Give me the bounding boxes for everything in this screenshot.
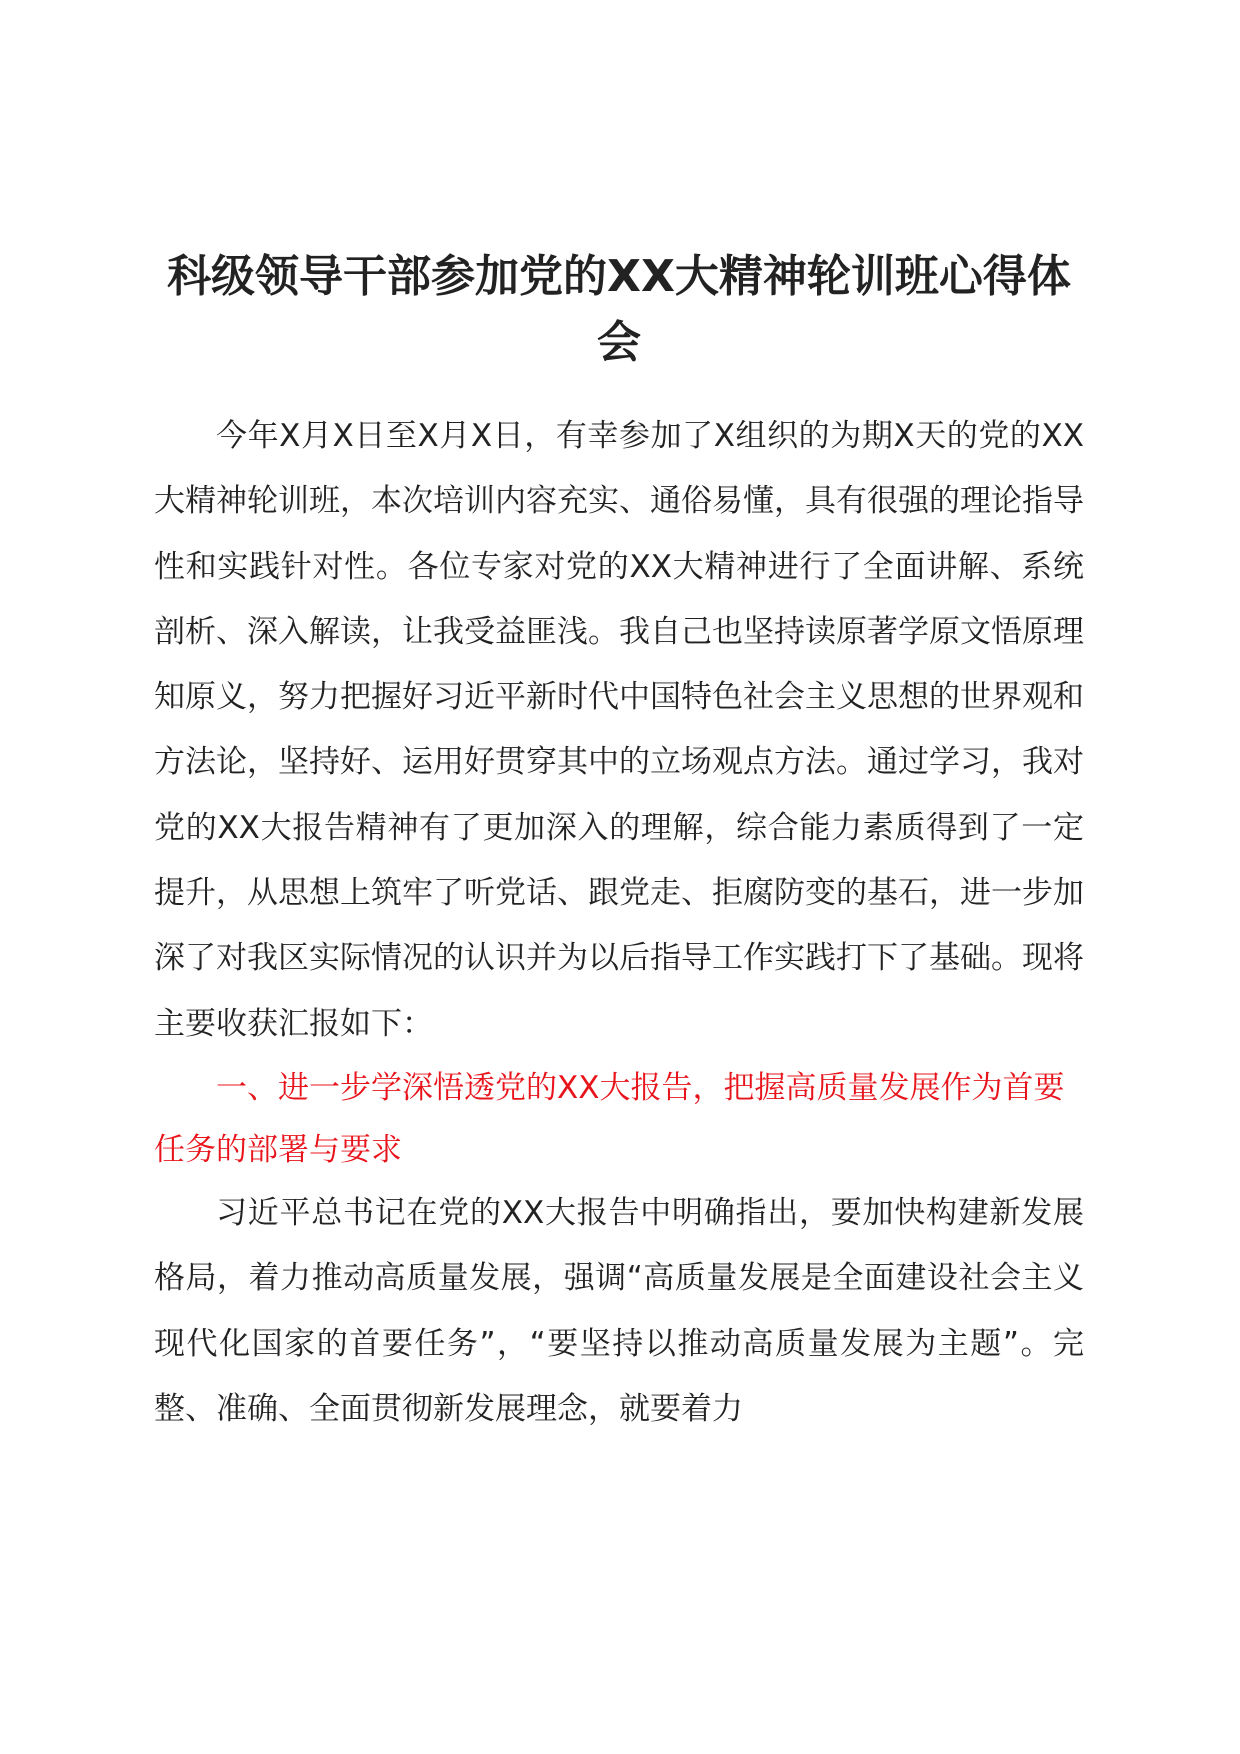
- section-1-paragraph: 习近平总书记在党的XX大报告中明确指出，要加快构建新发展格局，着力推动高质量发展，强调“高质量发展是全面建设社会主义现代化国家的首要任务”，“要坚持以推动高质量发展为主题”。完整、准确、全面贯彻新发展理念，就要着力: [154, 1194, 1084, 1427]
- document-page: [154, 244, 1084, 1442]
- section-heading-1: 一、进一步学深悟透党的XX大报告，把握高质量发展作为首要任务的部署与要求: [154, 1069, 1065, 1168]
- document-title: 科级领导干部参加党的XX大精神轮训班心得体会: [167, 251, 1071, 368]
- intro-paragraph: 今年X月X日至X月X日，有幸参加了X组织的为期X天的党的XX大精神轮训班，本次培训内容充实、通俗易懂，具有很强的理论指导性和实践针对性。各位专家对党的XX大精神进行了全面讲解、系统剖析、深入解读，让我受益匪浅。我自己也坚持读原著学原文悟原理知原义，努力把握好习近平新时代中国特色社会主义思想的世界观和方法论，坚持好、运用好贯穿其中的立场观点方法。通过学习，我对党的XX大报告精神有了更加深入的理解，综合能力素质得到了一定提升，从思想上筑牢了听党话、跟党走、拒腐防变的基石，进一步加深了对我区实际情况的认识并为以后指导工作实践打下了基础。现将主要收获汇报如下：: [154, 418, 1084, 1042]
